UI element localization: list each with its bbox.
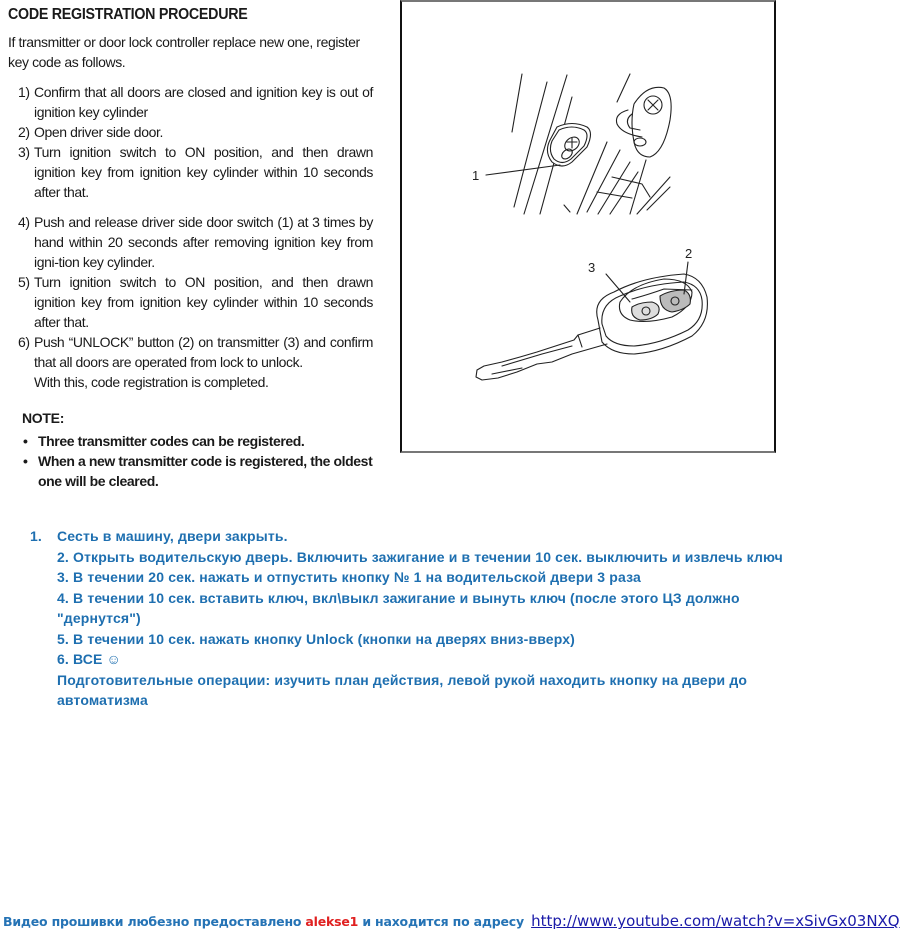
author-name: alekse1 — [305, 914, 359, 929]
illustration-figure — [400, 0, 776, 453]
key-fob-drawing — [476, 274, 707, 380]
instruction-line: 5. В течении 10 сек. нажать кнопку Unlock (кнопки на дверях вниз-вверх) — [57, 630, 575, 647]
note-text: When a new transmitter code is registered, the oldest one will be cleared. — [38, 453, 373, 489]
callout-label-3: 3 — [588, 260, 596, 275]
bullet-icon: • — [23, 433, 28, 449]
procedure-step — [8, 212, 373, 272]
note-block — [8, 408, 373, 491]
step-number: 5) — [18, 274, 30, 290]
procedure-step — [8, 332, 373, 392]
instruction-line: 4. В течении 10 сек. вставить ключ, вкл\выкл зажигание и вынуть ключ (после этого ЦЗ должно "дернутся") — [57, 589, 740, 626]
procedure-step — [8, 82, 373, 122]
step-number: 3) — [18, 144, 30, 160]
step-text: Confirm that all doors are closed and ignition key is out of ignition key cylinder — [34, 84, 373, 120]
procedure-steps — [8, 82, 373, 392]
step-text: Push and release driver side door switch (1) at 3 times by hand within 20 seconds after removing ignition key from igni-tion key cylinder. — [34, 214, 373, 270]
footer-middle: и находится по адресу — [362, 914, 524, 929]
russian-instructions — [30, 526, 844, 711]
instruction-line — [30, 526, 844, 547]
list-number: 1. — [30, 528, 42, 544]
note-item — [22, 451, 373, 491]
step-completion-text: With this, code registration is completed. — [34, 374, 269, 390]
step-number: 6) — [18, 334, 30, 350]
instruction-line: 6. ВСЕ ☺ — [57, 651, 121, 667]
callout-label-2: 2 — [685, 246, 693, 261]
bullet-icon: • — [23, 453, 28, 469]
door-switch-drawing — [547, 124, 590, 167]
instruction-line: 3. В течении 20 сек. нажать и отпустить кнопку № 1 на водительской двери 3 раза — [57, 569, 641, 585]
step-text: Push “UNLOCK” button (2) on transmitter (3) and confirm that all doors are operated from lock to unlock. — [34, 334, 373, 370]
illustration-drawing — [402, 2, 774, 451]
step-text: Open driver side door. — [34, 124, 163, 140]
callout-label-1: 1 — [472, 168, 480, 183]
note-text: Three transmitter codes can be registered. — [38, 433, 305, 449]
manual-title: CODE REGISTRATION PROCEDURE — [8, 6, 248, 23]
manual-intro: If transmitter or door lock controller replace new one, register key code as follows. — [8, 34, 360, 70]
step-number: 2) — [18, 124, 30, 140]
note-item — [22, 431, 373, 451]
procedure-step — [8, 142, 373, 202]
note-title: NOTE: — [22, 410, 65, 426]
procedure-step — [8, 122, 373, 142]
instruction-line: 2. Открыть водительскую дверь. Включить зажигание и в течении 10 сек. выключить и извлечь ключ — [57, 548, 783, 565]
preparation-note: Подготовительные операции: изучить план действия, левой рукой находить кнопку на двери до автоматизма — [57, 671, 748, 708]
video-link[interactable]: http://www.youtube.com/watch?v=xSivGx03NXQ — [531, 912, 900, 930]
step-text: Turn ignition switch to ON position, and then drawn ignition key from ignition key cylinder within 10 seconds after that. — [34, 274, 373, 330]
footer-attribution — [3, 912, 900, 930]
door-striker-drawing — [616, 87, 671, 157]
step-text: Turn ignition switch to ON position, and then drawn ignition key from ignition key cylinder within 10 seconds after that. — [34, 144, 373, 200]
procedure-step — [8, 272, 373, 332]
step-number: 1) — [18, 84, 30, 100]
step-number: 4) — [18, 214, 30, 230]
note-list — [22, 431, 373, 491]
manual-excerpt — [8, 4, 373, 491]
instruction-text: Сесть в машину, двери закрыть. — [57, 528, 288, 544]
footer-prefix: Видео прошивки любезно предоставлено — [3, 914, 302, 929]
